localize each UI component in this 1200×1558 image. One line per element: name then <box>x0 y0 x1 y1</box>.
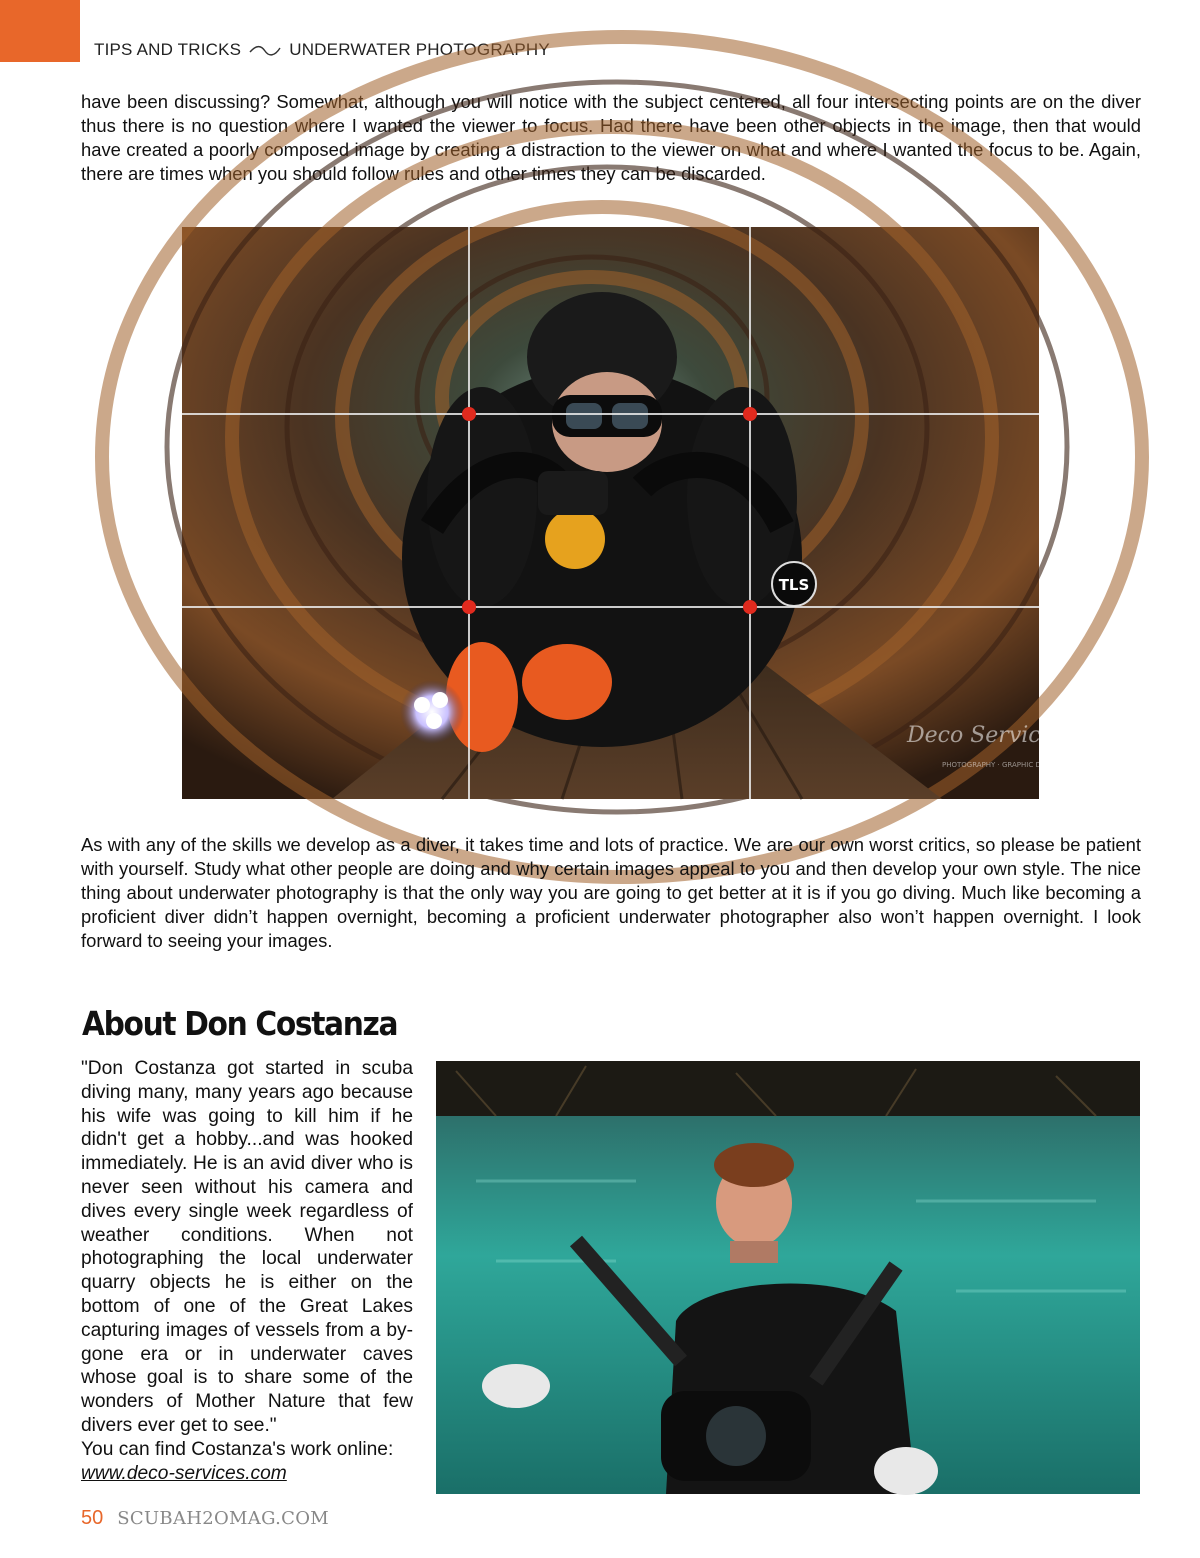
body-paragraph-1: have been discussing? Somewhat, although you will notice with the subject centered, all four intersecting points are on the diver thus there is no question where I wanted the viewer to focus. Had there have been other objects in the image, then that would have created a poorly composed image by creating a distraction to the viewer on what and where I wanted the focus to be. Again, there are times when you should follow rules and other times they can be discarded. <box>81 91 1141 184</box>
about-heading: About Don Costanza <box>82 1004 398 1043</box>
photo-watermark-sub: PHOTOGRAPHY · GRAPHIC DESIGN <box>942 761 1063 769</box>
diver-wreck-illustration <box>182 227 1065 799</box>
thirds-grid-line-h2 <box>182 606 1039 608</box>
topic-label: UNDERWATER PHOTOGRAPHY <box>289 40 550 59</box>
author-portrait-illustration <box>436 1061 1140 1494</box>
diver-wreck-photo <box>182 227 1065 799</box>
author-portrait-photo <box>436 1061 1140 1494</box>
author-website-link[interactable]: www.deco-services.com <box>81 1462 287 1484</box>
tilde-divider-icon <box>249 43 281 57</box>
orange-corner-tab <box>0 0 80 62</box>
thirds-intersection-dot <box>743 600 757 614</box>
tls-label: TLS <box>778 576 810 594</box>
photo-watermark: Deco Services <box>907 723 1065 748</box>
magazine-site: SCUBAH2OMAG.COM <box>117 1508 330 1529</box>
thirds-grid-line-v1 <box>468 227 470 799</box>
body-paragraph-2: As with any of the skills we develop as a diver, it takes time and lots of practice. We are our own worst critics, so please be patient with yourself. Study what other people are doing and why certain images appeal to you and then develop your own style. The nice thing about underwater photography is that the only way you are going to get better at it is if you go diving. Much like becoming a proficient diver didn’t happen overnight, becoming a proficient underwater photographer also won’t happen overnight. I look forward to seeing your images. <box>81 834 1141 951</box>
thirds-intersection-dot <box>462 600 476 614</box>
author-bio-text: "Don Costanza got started in scuba diving many, many years ago because his wife was going to kill him if he didn't get a hobby...and was hooked immediately. He is an avid diver who is never seen without his camera and dives every single week regardless of weather conditions. When not photographing the local underwater quarry objects he is either on the bottom of one of the Great Lakes capturing images of vessels from a by-gone era or in underwater caves whose goal is to share some of the wonders of Mother Nature that few divers ever get to see." <box>81 1058 413 1436</box>
thirds-grid-line-v2 <box>749 227 751 799</box>
page-number: 50 <box>81 1507 104 1529</box>
thirds-grid-line-h1 <box>182 413 1039 415</box>
page-footer <box>81 1507 329 1530</box>
author-bio <box>81 1057 413 1485</box>
section-label: TIPS AND TRICKS <box>94 40 242 59</box>
author-online-text: You can find Costanza's work online: <box>81 1438 394 1460</box>
thirds-intersection-dot <box>462 407 476 421</box>
thirds-intersection-dot <box>743 407 757 421</box>
